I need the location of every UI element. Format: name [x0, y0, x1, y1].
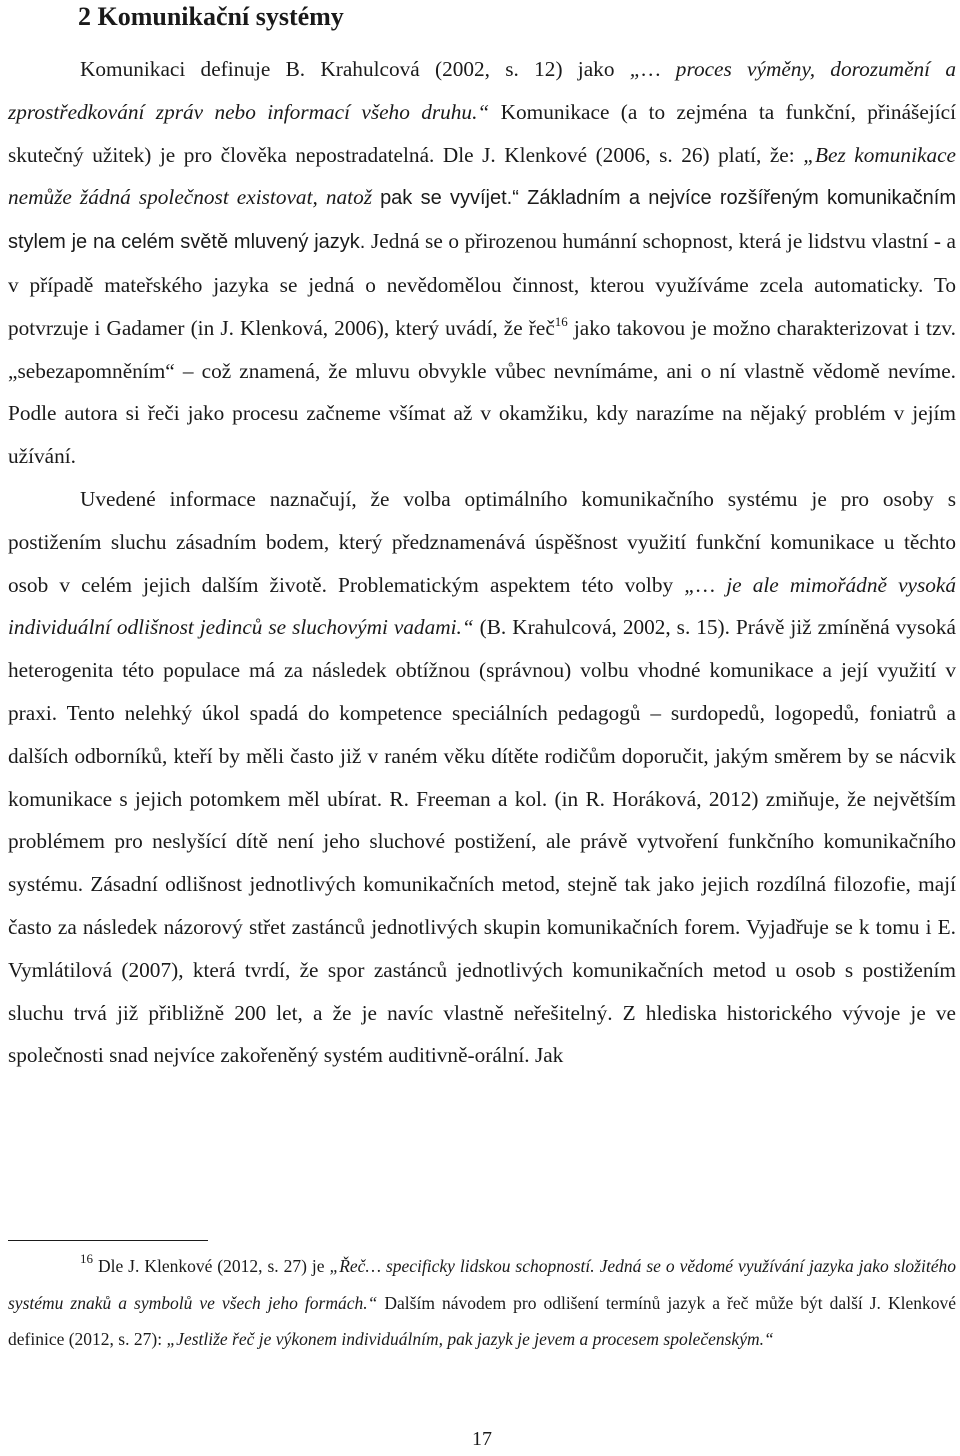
section-heading: 2 Komunikační systémy — [78, 2, 344, 31]
p2-text-1: Uvedené informace naznačují, že volba optimálního komunikačního systému je pro osoby s postižením sluchu zásadním bodem, který předznamenává úspěšnost využití funkční komunikace u těchto osob v celém jejich dalším životě. Problematickým aspektem této volby — [8, 486, 956, 597]
document-page — [8, 0, 956, 1456]
p1-text-4: Jedná se o přirozenou humánní schopnost, která je lidstvu vlastní - a v případě mateřského jazyka se jedná o nevědomělou činnost, kterou využíváme zcela automaticky. To potvrzuje i Gadamer (in J. Klenková, 2006), který uvádí, že řeč — [8, 229, 957, 340]
page-number: 17 — [472, 1428, 492, 1450]
p1-quote-1: „… proces výměny, dorozumění a zprostředkování zpráv nebo informací všeho druhu.“ — [8, 57, 956, 124]
p2-quote-1: „… je ale mimořádně vysoká individuální odlišnost jedinců se sluchovými vadami.“ — [8, 572, 957, 640]
fn-text-1: Dle J. Klenkové (2012, s. 27) je — [93, 1256, 330, 1276]
body-text — [8, 48, 956, 1077]
fn-quote-2: „Jestliže řeč je výkonem individuálním, pak jazyk je jevem a procesem společenským.“ — [166, 1329, 774, 1349]
footnote-marker: 16 — [80, 1251, 93, 1266]
p1-text-3: pak se vyvíjet.“ Základním a nejvíce rozšířeným komunikačním stylem je na celém světě mluvený jazyk. — [8, 187, 956, 254]
footnote — [8, 1248, 956, 1358]
footnote-separator — [8, 1240, 208, 1241]
footnote-ref: 16 — [554, 313, 568, 329]
p1-text-5: jako takovou je možno charakterizovat i tzv. „sebezapomněním“ – což znamená, že mluvu obvykle vůbec nevnímáme, ani o ní vlastně vědomě nevíme. Podle autora si řeči jako procesu začneme všímat až v okamžiku, kdy narazíme na nějaký problém v jejím užívání. — [8, 315, 956, 469]
p2-text-2: (B. Krahulcová, 2002, s. 15). Právě již zmíněná vysoká heterogenita této populace má za následek obtížnou (správnou) volbu vhodné komunikace a její využití v praxi. Tento nelehký úkol spadá do kompetence speciálních pedagogů – surdopedů, logopedů, foniatrů a dalších odborníků, kteří by měli často již v raném věku dítěte rodičům doporučit, jakým směrem by se nácvik komunikace s jejich potomkem měl ubírat. R. Freeman a kol. (in R. Horáková, 2012) zmiňuje, že největším problémem pro neslyšící dítě není jeho sluchové postižení, ale právě vytvoření funkčního komunikačního systému. Zásadní odlišnost jednotlivých komunikačních metod, stejně tak jako jejich rozdílná filozofie, mají často za následek názorový střet zastánců jednotlivých skupin komunikačních forem. Vyjadřuje se k tomu i E. Vymlátilová (2007), která tvrdí, že spor zastánců jednotlivých komunikačních metod u osob s postižením sluchu trvá již přibližně 200 let, a že je navíc vlastně neřešitelný. Z hlediska historického vývoje je ve společnosti snad nejvíce zakořeněný systém auditivně-orální. Jak — [8, 615, 956, 1068]
p1-quote-2: „Bez komunikace nemůže žádná společnost existovat, natož — [8, 142, 956, 210]
p1-text-2: Komunikace (a to zejména ta funkční, přinášející skutečný užitek) je pro člověka nepostradatelná. Dle J. Klenkové (2006, s. 26) platí, že: — [8, 99, 956, 167]
paragraph-1 — [8, 48, 956, 478]
footnote-16 — [8, 1248, 956, 1358]
fn-text-2: Dalším návodem pro odlišení termínů jazyk a řeč může být další J. Klenkové definice (2012, s. 27): — [8, 1292, 956, 1349]
p1-text-1: Komunikaci definuje B. Krahulcová (2002, s. 12) jako — [80, 57, 630, 81]
fn-quote-1: „Řeč… specificky lidskou schopností. Jedná se o vědomé využívání jazyka jako složitého systému znaků a symbolů ve všech jeho formách.“ — [8, 1256, 956, 1313]
paragraph-2 — [8, 478, 956, 1077]
